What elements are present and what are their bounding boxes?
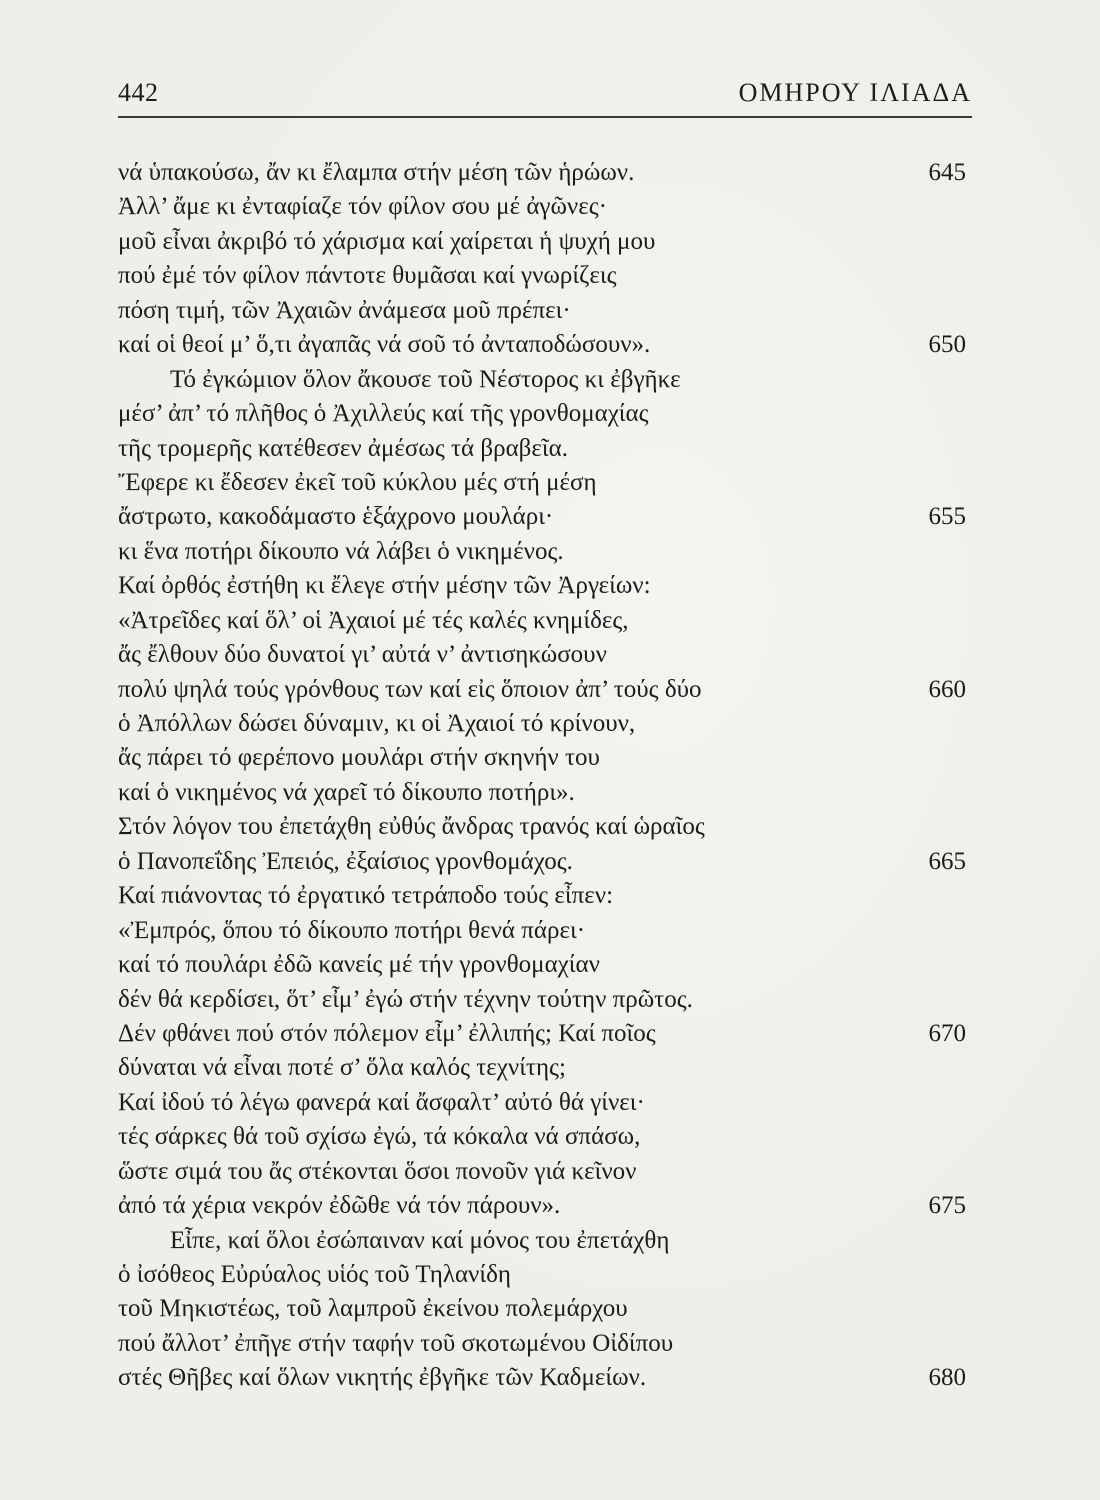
- verse-text: Δέν φθάνει πού στόν πόλεμον εἶμ’ ἐλλιπής; Καί ποῖος: [118, 1019, 656, 1047]
- verse-line: [118, 466, 970, 500]
- verse-line: [118, 1155, 970, 1189]
- verse-text: ὁ Ἀπόλλων δώσει δύναμιν, κι οἱ Ἀχαιοί τό κρίνουν,: [118, 710, 636, 737]
- verse-text: πολύ ψηλά τούς γρόνθους των καί εἰς ὅποιον ἀπ’ τούς δύο: [118, 675, 702, 703]
- line-number: 655: [928, 503, 966, 531]
- verse-line: [118, 983, 970, 1017]
- verse-text: πού ἄλλοτ’ ἐπῆγε στήν ταφήν τοῦ σκοτωμένου Οἰδίπου: [118, 1329, 674, 1357]
- line-number: 680: [928, 1364, 966, 1392]
- verse-line: [118, 1361, 970, 1395]
- verse-line: [118, 535, 970, 569]
- verse-text: Εἶπε, καί ὅλοι ἐσώπαιναν καί μόνος του ἐπετάχθη: [170, 1226, 670, 1254]
- verse-block: [118, 156, 970, 1396]
- verse-text: ἀπό τά χέρια νεκρόν ἐδῶθε νά τόν πάρουν».: [118, 1192, 561, 1220]
- verse-text: «Ἀτρεῖδες καί ὅλ’ οἱ Ἀχαιοί μέ τές καλές κνημίδες,: [118, 606, 629, 634]
- verse-text: Ἔφερε κι ἔδεσεν ἐκεῖ τοῦ κύκλου μές στή μέση: [118, 468, 597, 496]
- line-number: 670: [928, 1019, 966, 1047]
- verse-text: Στόν λόγον του ἐπετάχθη εὐθύς ἄνδρας τρανός καί ὡραῖος: [118, 813, 705, 841]
- verse-text: Ἀλλ’ ἄμε κι ἐνταφίαζε τόν φίλον σου μέ ἀγῶνες·: [118, 193, 607, 221]
- verse-text: Καί πιάνοντας τό ἐργατικό τετράποδο τούς εἶπεν:: [118, 882, 614, 910]
- verse-line: [118, 190, 970, 224]
- running-head: [118, 78, 972, 108]
- verse-line: [118, 363, 970, 397]
- verse-line: [118, 638, 970, 672]
- verse-text: ὁ Πανοπεΐδης Ἐπειός, ἐξαίσιος γρονθομάχος.: [118, 847, 573, 875]
- verse-line: [118, 1051, 970, 1085]
- verse-text: στές Θῆβες καί ὅλων νικητής ἐβγῆκε τῶν Καδμείων.: [118, 1364, 647, 1392]
- verse-line: [118, 328, 970, 362]
- verse-text: ὁ ἰσόθεος Εὐρύαλος υἱός τοῦ Τηλανίδη: [118, 1261, 511, 1288]
- verse-text: πόση τιμή, τῶν Ἀχαιῶν ἀνάμεσα μοῦ πρέπει·: [118, 296, 571, 324]
- verse-line: [118, 1017, 970, 1051]
- verse-line: [118, 948, 970, 982]
- verse-text: Τό ἐγκώμιον ὅλον ἄκουσε τοῦ Νέστορος κι ἐβγῆκε: [170, 365, 681, 393]
- verse-line: [118, 707, 970, 741]
- verse-line: [118, 1327, 970, 1361]
- verse-line: [118, 914, 970, 948]
- line-number: 645: [928, 159, 966, 186]
- verse-line: [118, 879, 970, 913]
- verse-text: δέν θά κερδίσει, ὅτ’ εἶμ’ ἐγώ στήν τέχνην τούτην πρῶτος.: [118, 985, 693, 1013]
- line-number: 660: [928, 675, 966, 703]
- verse-text: πού ἐμέ τόν φίλον πάντοτε θυμᾶσαι καί γνωρίζεις: [118, 262, 617, 290]
- verse-line: [118, 569, 970, 603]
- verse-line: [118, 810, 970, 844]
- verse-line: [118, 776, 970, 810]
- line-number: 665: [928, 847, 966, 875]
- verse-line: [118, 156, 970, 190]
- verse-line: [118, 397, 970, 431]
- line-number: 650: [928, 331, 966, 359]
- verse-line: [118, 845, 970, 879]
- verse-line: [118, 1224, 970, 1258]
- verse-line: [118, 1120, 970, 1154]
- verse-text: καί τό πουλάρι ἐδῶ κανείς μέ τήν γρονθομαχίαν: [118, 951, 600, 979]
- verse-line: [118, 1189, 970, 1223]
- verse-line: [118, 741, 970, 775]
- verse-line: [118, 432, 970, 466]
- verse-text: «Ἐμπρός, ὅπου τό δίκουπο ποτήρι θενά πάρει·: [118, 916, 586, 944]
- verse-line: [118, 259, 970, 293]
- verse-line: [118, 604, 970, 638]
- verse-text: ἄς ἔλθουν δύο δυνατοί γι’ αὐτά ν’ ἀντισηκώσουν: [118, 641, 607, 669]
- verse-text: δύναται νά εἶναι ποτέ σ’ ὅλα καλός τεχνίτης;: [118, 1054, 566, 1082]
- verse-line: [118, 673, 970, 707]
- verse-line: [118, 1292, 970, 1326]
- verse-text: ὥστε σιμά του ἄς στέκονται ὅσοι πονοῦν γιά κεῖνον: [118, 1157, 637, 1185]
- verse-text: Καί ἰδού τό λέγω φανερά καί ἄσφαλτ’ αὐτό θά γίνει·: [118, 1088, 645, 1116]
- verse-text: μέσ’ ἀπ’ τό πλῆθος ὁ Ἀχιλλεύς καί τῆς γρονθομαχίας: [118, 400, 649, 428]
- verse-text: κι ἕνα ποτήρι δίκουπο νά λάβει ὁ νικημένος.: [118, 537, 564, 565]
- verse-text: ἄστρωτο, κακοδάμαστο ἑξάχρονο μουλάρι·: [118, 503, 554, 531]
- verse-line: [118, 1258, 970, 1292]
- verse-text: Καί ὀρθός ἐστήθη κι ἔλεγε στήν μέσην τῶν Ἀργείων:: [118, 572, 651, 600]
- verse-line: [118, 1086, 970, 1120]
- header-rule: [118, 116, 972, 118]
- verse-text: καί οἱ θεοί μ’ ὅ,τι ἀγαπᾶς νά σοῦ τό ἀνταποδώσουν».: [118, 331, 651, 359]
- line-number: 675: [928, 1192, 966, 1220]
- page-number: 442: [118, 78, 159, 107]
- verse-text: μοῦ εἶναι ἀκριβό τό χάρισμα καί χαίρεται ἡ ψυχή μου: [118, 227, 656, 255]
- verse-text: τῆς τρομερῆς κατέθεσεν ἀμέσως τά βραβεῖα.: [118, 434, 568, 462]
- verse-text: καί ὁ νικημένος νά χαρεῖ τό δίκουπο ποτήρι».: [118, 778, 575, 806]
- verse-text: ἄς πάρει τό φερέπονο μουλάρι στήν σκηνήν του: [118, 744, 600, 772]
- verse-text: νά ὑπακούσω, ἄν κι ἔλαμπα στήν μέση τῶν ἡρώων.: [118, 159, 635, 186]
- verse-text: τοῦ Μηκιστέως, τοῦ λαμπροῦ ἐκείνου πολεμάρχου: [118, 1295, 628, 1323]
- verse-line: [118, 500, 970, 534]
- verse-line: [118, 225, 970, 259]
- book-title: ΟΜΗΡΟΥ ΙΛΙΑΔΑ: [738, 78, 972, 107]
- verse-line: [118, 294, 970, 328]
- verse-text: τές σάρκες θά τοῦ σχίσω ἐγώ, τά κόκαλα νά σπάσω,: [118, 1123, 641, 1151]
